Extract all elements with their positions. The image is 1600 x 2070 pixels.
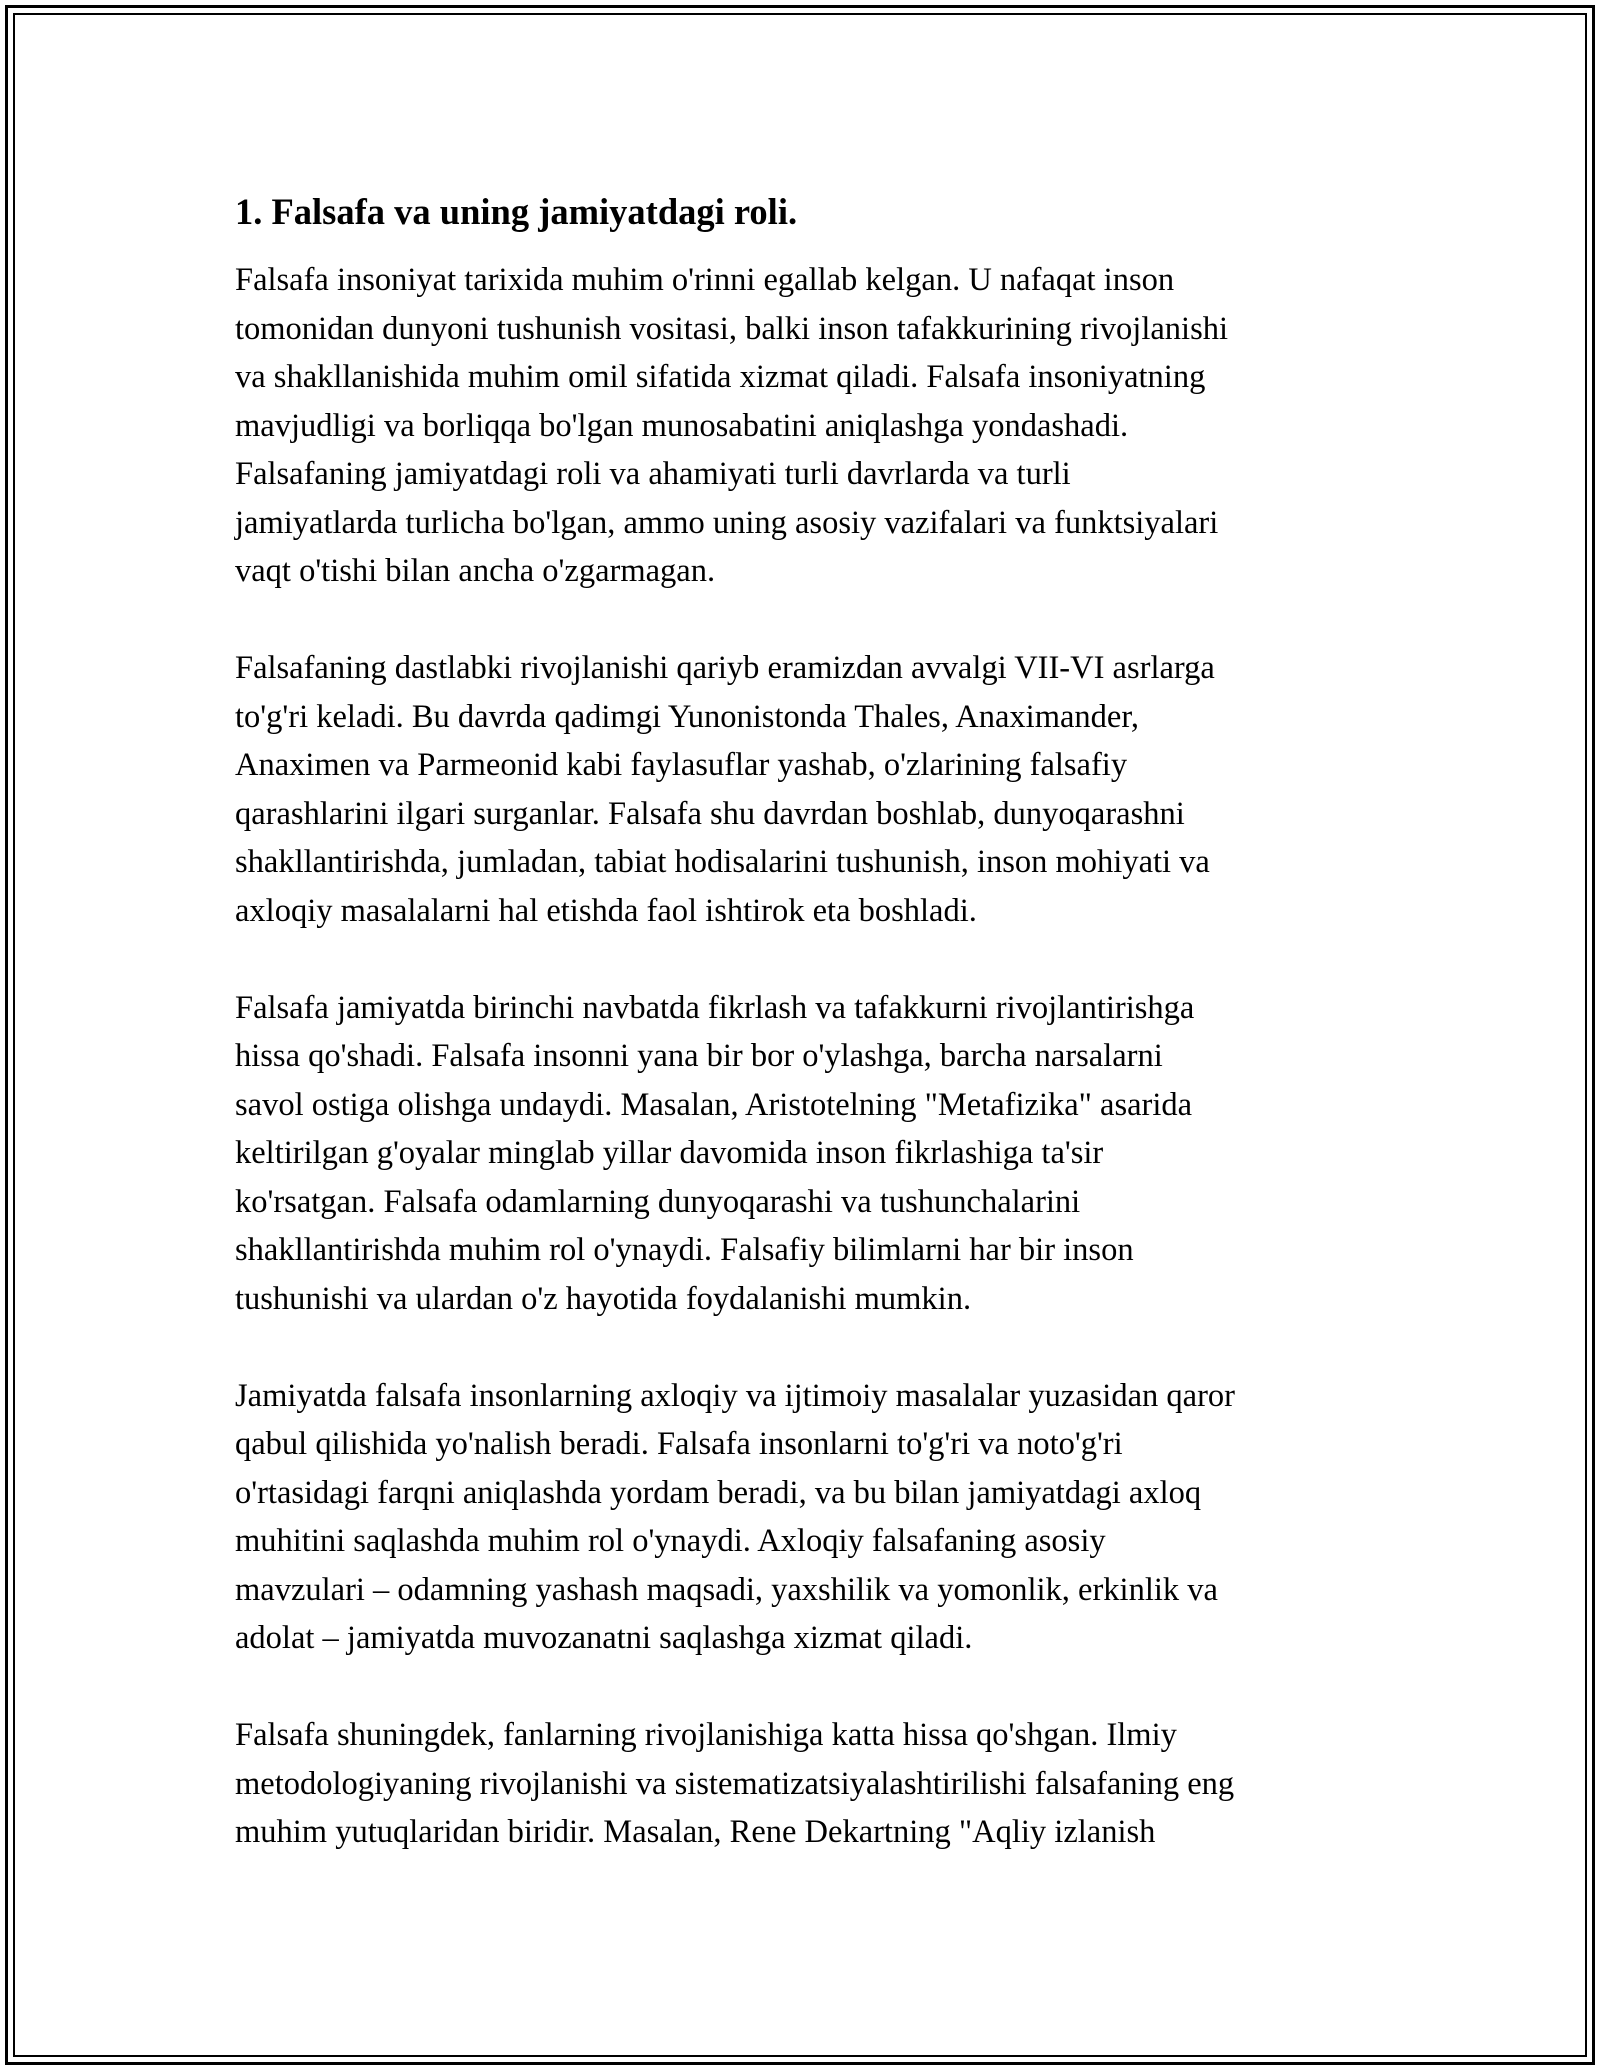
text-line: keltirilgan g'oyalar minglab yillar davomida inson fikrlashiga ta'sir: [235, 1135, 1104, 1171]
paragraph-3: [235, 984, 1385, 1324]
text-line: mavzulari – odamning yashash maqsadi, yaxshilik va yomonlik, erkinlik va: [235, 1571, 1218, 1608]
text-line: jamiyatlarda turlicha bo'lgan, ammo uning asosiy vazifalari va funktsiyalari: [235, 504, 1219, 541]
text-line: ko'rsatgan. Falsafa odamlarning dunyoqarashi va tushunchalarini: [235, 1183, 1081, 1220]
text-line: o'rtasidagi farqni aniqlashda yordam beradi, va bu bilan jamiyatdagi axloq: [235, 1474, 1202, 1511]
text-line: Falsafa insoniyat tarixida muhim o'rinni egallab kelgan. U nafaqat inson: [235, 262, 1175, 298]
text-line: Falsafaning dastlabki rivojlanishi qariyb eramizdan avvalgi VII-VI asrlarga: [235, 650, 1215, 686]
text-line: Anaximen va Parmeonid kabi faylasuflar yashab, o'zlarining falsafiy: [235, 747, 1128, 783]
text-line: shakllantirishda muhim rol o'ynaydi. Falsafiy bilimlarni har bir inson: [235, 1232, 1134, 1268]
text-line: va shakllanishida muhim omil sifatida xizmat qiladi. Falsafa insoniyatning: [235, 359, 1206, 395]
text-line: qabul qilishida yo'nalish beradi. Falsafa insonlarni to'g'ri va noto'g'ri: [235, 1426, 1123, 1462]
text-line: savol ostiga olishga undaydi. Masalan, Aristotelning "Metafizika" asarida: [235, 1086, 1193, 1123]
text-line: shakllantirishda, jumladan, tabiat hodisalarini tushunish, inson mohiyati va: [235, 844, 1210, 880]
text-line: metodologiyaning rivojlanishi va sistematizatsiyalashtirilishi falsafaning eng: [235, 1765, 1235, 1802]
text-line: Falsafa jamiyatda birinchi navbatda fikrlash va tafakkurni rivojlantirishga: [235, 989, 1195, 1026]
paragraph-1: [235, 256, 1385, 596]
text-line: vaqt o'tishi bilan ancha o'zgarmagan.: [235, 553, 716, 589]
text-line: hissa qo'shadi. Falsafa insonni yana bir bor o'ylashga, barcha narsalarni: [235, 1038, 1163, 1074]
text-line: mavjudligi va borliqqa bo'lgan munosabatini aniqlashga yondashadi.: [235, 407, 1129, 444]
text-line: tushunishi va ulardan o'z hayotida foydalanishi mumkin.: [235, 1280, 972, 1317]
text-line: to'g'ri keladi. Bu davrda qadimgi Yunonistonda Thales, Anaximander,: [235, 698, 1139, 735]
text-line: Falsafa shuningdek, fanlarning rivojlanishiga katta hissa qo'shgan. Ilmiy: [235, 1717, 1177, 1753]
text-line: Jamiyatda falsafa insonlarning axloqiy va ijtimoiy masalalar yuzasidan qaror: [235, 1377, 1235, 1414]
document-body: [235, 188, 1385, 1905]
text-line: tomonidan dunyoni tushunish vositasi, balki inson tafakkurining rivojlanishi: [235, 310, 1228, 347]
paragraph-4: [235, 1372, 1385, 1663]
paragraph-2: [235, 644, 1385, 935]
document-heading: 1. Falsafa va uning jamiyatdagi roli.: [235, 191, 798, 232]
text-line: adolat – jamiyatda muvozanatni saqlashga xizmat qiladi.: [235, 1620, 973, 1656]
text-line: muhitini saqlashda muhim rol o'ynaydi. Axloqiy falsafaning asosiy: [235, 1523, 1106, 1559]
paragraph-5: [235, 1711, 1385, 1857]
text-line: qarashlarini ilgari surganlar. Falsafa shu davrdan boshlab, dunyoqarashni: [235, 795, 1185, 832]
text-line: Falsafaning jamiyatdagi roli va ahamiyati turli davrlarda va turli: [235, 456, 1071, 492]
text-line: muhim yutuqlaridan biridir. Masalan, Rene Dekartning "Aqliy izlanish: [235, 1814, 1156, 1850]
text-line: axloqiy masalalarni hal etishda faol ishtirok eta boshladi.: [235, 892, 977, 929]
